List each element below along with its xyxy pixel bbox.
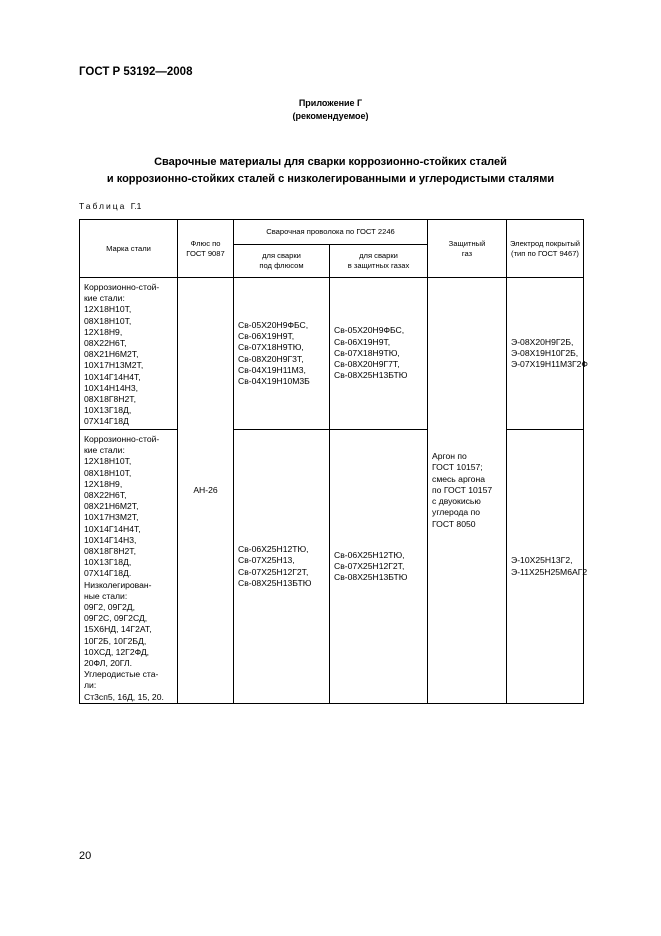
cell-line: Св-04Х19Н10М3Б — [238, 375, 310, 386]
cell-line: Ст3сп5, 16Д, 15, 20. — [84, 691, 164, 702]
cell-line: Углеродистые ста- — [84, 669, 159, 680]
cell-line: Св-07Х18Н9ТЮ, — [238, 342, 304, 353]
cell-line: Аргон по — [432, 451, 467, 462]
cell-line: 07Х14Г18Д. — [84, 568, 132, 579]
cell-line: углерода по — [432, 507, 481, 518]
header-flux: Флюс по ГОСТ 9087 — [178, 220, 234, 278]
cell-line: Э-10Х25Н13Г2, — [511, 555, 573, 566]
table-row — [80, 430, 584, 704]
electrode-cell — [507, 278, 588, 430]
wire-flux-cell — [234, 430, 330, 704]
appendix-status: (рекомендуемое) — [292, 111, 369, 121]
cell-line: Св-05Х20Н9ФБС, — [238, 319, 309, 330]
cell-line: 09Г2, 09Г2Д, — [84, 602, 135, 613]
header-wire-shielding-gas: для сварки в защитных газах — [330, 245, 428, 278]
table-caption — [79, 201, 141, 211]
welding-materials-table — [79, 219, 588, 704]
page-number: 20 — [79, 850, 92, 862]
cell-line: 12Х18Н9, — [84, 326, 123, 337]
cell-line: Э-08Х20Н9Г2Б, — [511, 336, 574, 347]
title-line-2: и коррозионно-стойких сталей с низколегированными и углеродистыми сталями — [106, 173, 555, 185]
cell-line: 10Х13Г18Д, — [84, 405, 132, 416]
cell-line: Св-08Х25Н13БТЮ — [334, 572, 408, 583]
cell-line: Св-06Х25Н12ТЮ, — [334, 549, 405, 560]
flux-cell: АН-26 — [178, 278, 234, 704]
steel-grades-cell — [80, 278, 178, 430]
wire-flux-cell — [234, 278, 330, 430]
cell-line: 08Х21Н6М2Т, — [84, 501, 139, 512]
title-line-1: Сварочные материалы для сварки коррозионно-стойких сталей — [154, 156, 507, 168]
appendix-heading — [0, 97, 661, 123]
cell-line: Св-08Х20Н9Г3Т, — [238, 353, 304, 364]
wire-gas-cell — [330, 430, 428, 704]
cell-line: ные стали: — [84, 590, 128, 601]
cell-line: 12Х18Н9, — [84, 478, 123, 489]
cell-line: 10Х14Г14Н4Т, — [84, 523, 141, 534]
cell-line: Св-07Х25Н12Г2Т, — [238, 566, 309, 577]
header-electrode: Электрод покрытый (тип по ГОСТ 9467) — [507, 220, 584, 278]
cell-line: Св-06Х19Н9Т, — [238, 331, 295, 342]
cell-line: Св-08Х25Н13БТЮ — [238, 577, 312, 588]
cell-line: 10ХСД, 12Г2ФД, — [84, 646, 150, 657]
cell-line: 12Х18Н10Т, — [84, 304, 132, 315]
header-steel-grade: Марка стали — [80, 220, 178, 278]
cell-line: по ГОСТ 10157 — [432, 484, 493, 495]
shielding-gas-cell — [428, 278, 507, 704]
table-caption-label: Таблица — [79, 201, 127, 211]
cell-line: 08Х18Н10Т, — [84, 467, 132, 478]
cell-line: Св-08Х25Н13БТЮ — [334, 370, 408, 381]
cell-line: 10Г2Б, 10Г2БД, — [84, 635, 147, 646]
cell-line: Св-07Х25Н13, — [238, 555, 295, 566]
cell-line: 08Х18Г8Н2Т, — [84, 546, 136, 557]
section-title — [0, 154, 661, 188]
cell-line: 10Х14Н14Н3, — [84, 382, 138, 393]
cell-line: 10Х17Н13М2Т, — [84, 360, 144, 371]
cell-line: Св-07Х18Н9ТЮ, — [334, 347, 400, 358]
cell-line: 10Х14Г14Н3, — [84, 534, 137, 545]
appendix-label: Приложение Г — [298, 98, 363, 108]
cell-line: 10Х17Н3М2Т, — [84, 512, 139, 523]
cell-line: 08Х21Н6М2Т, — [84, 349, 139, 360]
cell-line: 10Х14Г14Н4Т, — [84, 371, 141, 382]
cell-line: 15Х6НД, 14Г2АТ, — [84, 624, 152, 635]
cell-line: Э-07Х19Н11М3Г2Ф — [511, 359, 588, 370]
cell-line: Св-04Х19Н11М3, — [238, 364, 306, 375]
cell-line: Св-05Х20Н9ФБС, — [334, 325, 405, 336]
cell-line: 12Х18Н10Т, — [84, 456, 132, 467]
cell-line: с двуокисью — [432, 496, 481, 507]
electrode-cell — [507, 430, 588, 704]
cell-line: кие стали: — [84, 293, 125, 304]
cell-line: 08Х18Г8Н2Т, — [84, 394, 136, 405]
cell-line: Св-07Х25Н12Г2Т, — [334, 560, 405, 571]
cell-line: смесь аргона — [432, 473, 485, 484]
table-row — [80, 278, 584, 430]
header-wire-under-flux: для сварки под флюсом — [234, 245, 330, 278]
document-header: ГОСТ Р 53192—2008 — [79, 66, 193, 78]
cell-line: кие стали: — [84, 445, 125, 456]
cell-line: Коррозионно-стой- — [84, 434, 160, 444]
header-welding-wire: Сварочная проволока по ГОСТ 2246 — [234, 220, 428, 245]
cell-line: ГОСТ 10157; — [432, 462, 483, 473]
cell-line: 08Х22Н6Т, — [84, 490, 127, 501]
cell-line: 07Х14Г18Д — [84, 416, 129, 427]
cell-line: 09Г2С, 09Г2СД, — [84, 613, 148, 624]
wire-gas-cell — [330, 278, 428, 430]
cell-line: Св-06Х19Н9Т, — [334, 336, 391, 347]
header-shielding-gas: Защитный газ — [428, 220, 507, 278]
cell-line: Э-11Х25Н25М6АГ2 — [511, 566, 588, 577]
cell-line: Э-08Х19Н10Г2Б, — [511, 347, 579, 358]
steel-grades-cell — [80, 430, 178, 704]
cell-line: ГОСТ 8050 — [432, 518, 476, 529]
cell-line: Низколегирован- — [84, 579, 152, 590]
cell-line: 08Х22Н6Т, — [84, 338, 127, 349]
cell-line: Св-06Х25Н12ТЮ, — [238, 544, 309, 555]
cell-line: 10Х13Г18Д, — [84, 557, 132, 568]
cell-line: 20ФЛ, 20ГЛ. — [84, 658, 132, 669]
table-caption-number: Г.1 — [130, 201, 142, 211]
cell-line: Св-08Х20Н9Г7Т, — [334, 359, 400, 370]
cell-line: Коррозионно-стой- — [84, 282, 160, 292]
cell-line: ли: — [84, 680, 97, 691]
cell-line: 08Х18Н10Т, — [84, 315, 132, 326]
